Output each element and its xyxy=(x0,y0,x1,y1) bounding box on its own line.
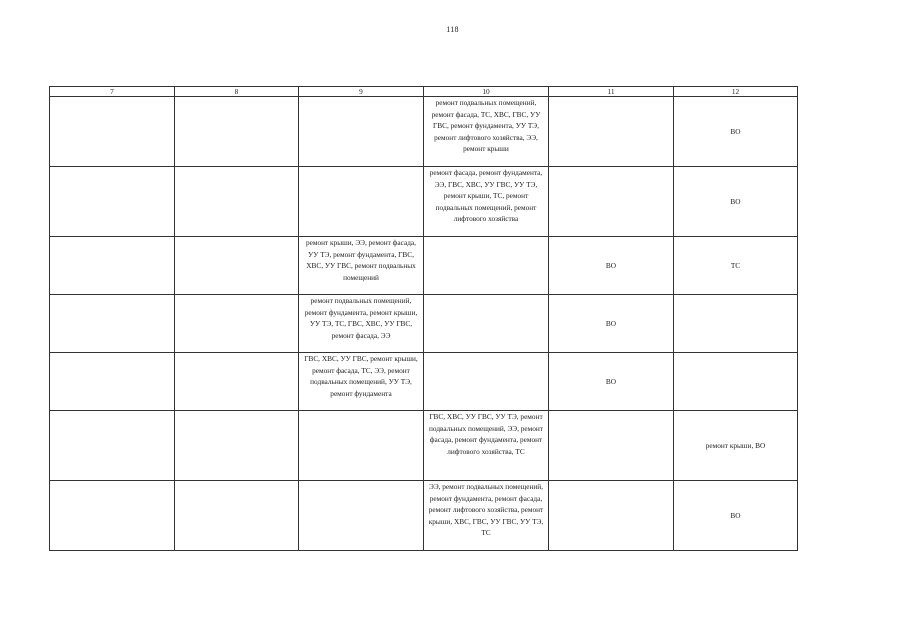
table-cell xyxy=(674,295,798,353)
table-cell xyxy=(424,237,549,295)
table-cell xyxy=(50,411,175,481)
table-cell xyxy=(175,295,299,353)
column-header: 9 xyxy=(299,87,424,97)
table-cell xyxy=(175,481,299,551)
column-header: 7 xyxy=(50,87,175,97)
table-cell xyxy=(549,97,674,167)
header-row xyxy=(50,87,798,97)
table-cell: ГВС, ХВС, УУ ГВС, УУ ТЭ, ремонт подвальных помещений, ЭЭ, ремонт фасада, ремонт фундамента, ремонт лифтового хозяйства, ТС xyxy=(424,411,549,481)
table-cell xyxy=(549,481,674,551)
column-header: 8 xyxy=(175,87,299,97)
table-cell xyxy=(424,353,549,411)
column-header: 12 xyxy=(674,87,798,97)
data-table xyxy=(49,86,798,551)
table-cell xyxy=(50,167,175,237)
table-cell: ЭЭ, ремонт подвальных помещений, ремонт фундамента, ремонт фасада, ремонт лифтового хозяйства, ремонт крыши, ХВС, ГВС, УУ ГВС, УУ ТЭ, ТС xyxy=(424,481,549,551)
table-cell xyxy=(549,167,674,237)
table-cell: ремонт подвальных помещений, ремонт фасада, ТС, ХВС, ГВС, УУ ГВС, ремонт фундамента, УУ ТЭ, ремонт лифтового хозяйства, ЭЭ, ремонт крыши xyxy=(424,97,549,167)
table-cell xyxy=(50,353,175,411)
table-cell: ТС xyxy=(674,237,798,295)
table-row xyxy=(50,237,798,295)
table-cell: ВО xyxy=(674,97,798,167)
table-cell xyxy=(674,353,798,411)
table-cell: ВО xyxy=(549,295,674,353)
table-cell: ремонт крыши, ВО xyxy=(674,411,798,481)
column-header: 10 xyxy=(424,87,549,97)
table-row xyxy=(50,353,798,411)
table-cell xyxy=(175,411,299,481)
table-row xyxy=(50,295,798,353)
table-cell xyxy=(424,295,549,353)
table-cell xyxy=(175,353,299,411)
table-row xyxy=(50,167,798,237)
table-cell xyxy=(50,237,175,295)
table-cell: ВО xyxy=(674,481,798,551)
table-cell xyxy=(50,481,175,551)
table-cell xyxy=(299,481,424,551)
table-cell xyxy=(50,97,175,167)
table-cell: ВО xyxy=(674,167,798,237)
table-cell xyxy=(175,167,299,237)
table-cell xyxy=(175,97,299,167)
table-cell: ВО xyxy=(549,237,674,295)
table-cell xyxy=(299,167,424,237)
table-cell: ГВС, ХВС, УУ ГВС, ремонт крыши, ремонт фасада, ТС, ЭЭ, ремонт подвальных помещений, УУ ТЭ, ремонт фундамента xyxy=(299,353,424,411)
table-row xyxy=(50,411,798,481)
table-cell: ремонт подвальных помещений, ремонт фундамента, ремонт крыши, УУ ТЭ, ТС, ГВС, ХВС, УУ ГВС, ремонт фасада, ЭЭ xyxy=(299,295,424,353)
table-cell xyxy=(299,97,424,167)
page-number: 118 xyxy=(446,25,459,34)
table-row xyxy=(50,481,798,551)
table-cell xyxy=(299,411,424,481)
table-cell: ремонт фасада, ремонт фундамента, ЭЭ, ГВС, ХВС, УУ ГВС, УУ ТЭ, ремонт крыши, ТС, ремонт подвальных помещений, ремонт лифтового хозяйства xyxy=(424,167,549,237)
table-cell xyxy=(549,411,674,481)
table-cell xyxy=(175,237,299,295)
table-cell: ВО xyxy=(549,353,674,411)
column-header: 11 xyxy=(549,87,674,97)
table-cell xyxy=(50,295,175,353)
table-row xyxy=(50,97,798,167)
table-cell: ремонт крыши, ЭЭ, ремонт фасада, УУ ТЭ, ремонт фундамента, ГВС, ХВС, УУ ГВС, ремонт подвальных помещений xyxy=(299,237,424,295)
